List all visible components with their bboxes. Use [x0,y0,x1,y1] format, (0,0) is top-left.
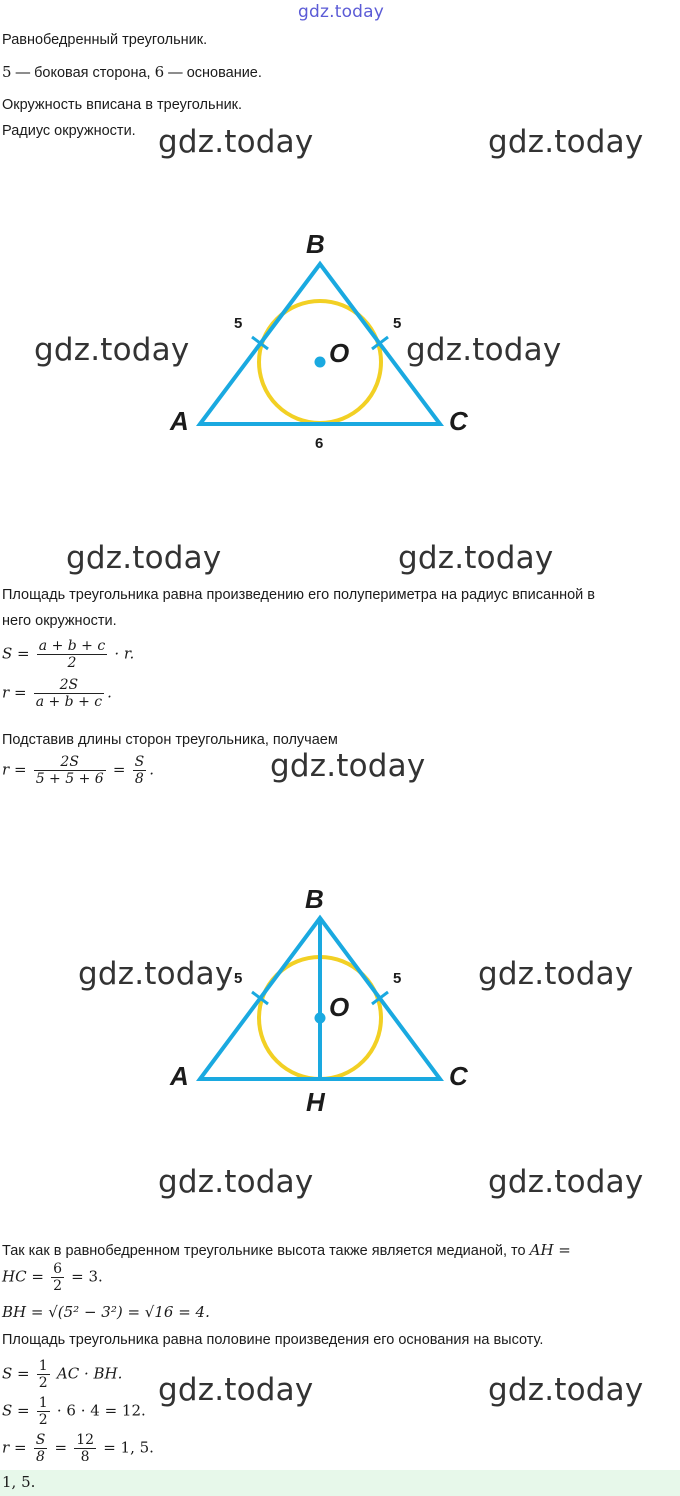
watermark: gdz.today [158,1164,314,1200]
label-side-left: 5 [234,970,243,987]
label-side-left: 5 [234,315,243,332]
label-o: O [329,992,350,1022]
formula-lhs: r = [2,760,27,779]
label-o: O [329,338,350,368]
watermark: gdz.today [66,540,222,576]
watermark: gdz.today [488,1164,644,1200]
formula-rhs: = 3. [71,1267,103,1286]
formula-lhs: r = [2,683,27,702]
paragraph-1: Площадь треугольника равна произведению его полупериметра на радиус вписанной в [2,587,595,603]
equals: = [54,1438,68,1457]
label-h: H [306,1087,325,1117]
answer-value: 1, 5. [2,1473,36,1491]
watermark: gdz.today [488,124,644,160]
formula-lhs: S = [2,644,30,663]
label-side-right: 5 [393,970,402,987]
label-b: B [305,884,324,914]
formula-radius-substituted [2,754,154,787]
fraction: $\frac{2S}{a + b + c}$ [35,677,103,710]
paragraph-1b: него окружности. [2,613,117,629]
label-side-right: 5 [393,315,402,332]
label-a: A [170,1061,189,1091]
formula-rhs: · r. [114,644,135,663]
watermark: gdz.today [406,332,562,368]
formula-lhs: r = [2,1438,27,1457]
watermark: gdz.today [270,748,426,784]
text: — основание. [164,65,262,81]
triangle [200,264,440,424]
center-point [315,357,326,368]
text: Так как в равнобедренном треугольнике высота также является медианой, то [2,1243,526,1259]
watermark: gdz.today [488,1372,644,1408]
formula-rhs: · 6 · 4 = 12. [56,1401,146,1420]
label-a: A [170,406,189,436]
formula-rhs: AC · BH. [56,1364,123,1383]
formula-lhs: S = [2,1401,30,1420]
statement-line-3: Окружность вписана в треугольник. [2,97,243,113]
statement-line-2 [2,63,262,82]
label-c: C [449,1061,468,1091]
fraction: $\frac{1}{2}$ [38,1358,48,1391]
paragraph-2: Подставив длины сторон треугольника, получаем [2,732,338,748]
fraction: $\frac{12}{8}$ [76,1432,95,1465]
formula-rhs: . [107,683,112,702]
label-b: B [306,229,325,259]
label-base: 6 [315,435,324,452]
fraction: $\frac{S}{8}$ [134,754,145,787]
statement-line-4: Радиус окружности. [2,123,136,139]
label-c: C [449,406,468,436]
center-point [315,1013,326,1024]
triangle-diagram-1 [0,225,680,460]
fraction: $\frac{a + b + c}{2}$ [38,638,106,671]
formula-hc [2,1261,103,1294]
side-value: 5 [2,63,12,81]
paragraph-4: Площадь треугольника равна половине произведения его основания на высоту. [2,1332,544,1348]
formula-area-value [2,1395,146,1428]
formula-area-half [2,1358,122,1391]
formula-lhs: HC = [2,1267,44,1286]
watermark: gdz.today [34,332,190,368]
watermark-top: gdz.today [298,2,385,22]
fraction: $\frac{1}{2}$ [38,1395,48,1428]
fraction: $\frac{6}{2}$ [53,1261,62,1294]
fraction: $\frac{S}{8}$ [35,1432,46,1465]
statement-line-1: Равнобедренный треугольник. [2,32,208,48]
paragraph-3 [2,1241,571,1260]
answer-bar [0,1470,680,1496]
formula-lhs: S = [2,1364,30,1383]
formula-area-semiperimeter [2,638,134,671]
formula-rhs: . [149,760,154,779]
fraction: $\frac{2S}{5 + 5 + 6}$ [35,754,104,787]
base-value: 6 [154,63,165,81]
formula-radius-general [2,677,112,710]
watermark: gdz.today [478,956,634,992]
watermark: gdz.today [398,540,554,576]
equals: = [112,760,126,779]
triangle-diagram-2 [0,880,680,1120]
text: — боковая сторона, [11,65,155,81]
watermark: gdz.today [78,956,234,992]
formula-bh: BH = √(5² − 3²) = √16 = 4. [2,1303,210,1321]
formula-ah: AH = [529,1241,571,1259]
formula-radius-value [2,1432,154,1465]
formula-rhs: = 1, 5. [103,1438,154,1457]
watermark: gdz.today [158,124,314,160]
watermark: gdz.today [158,1372,314,1408]
